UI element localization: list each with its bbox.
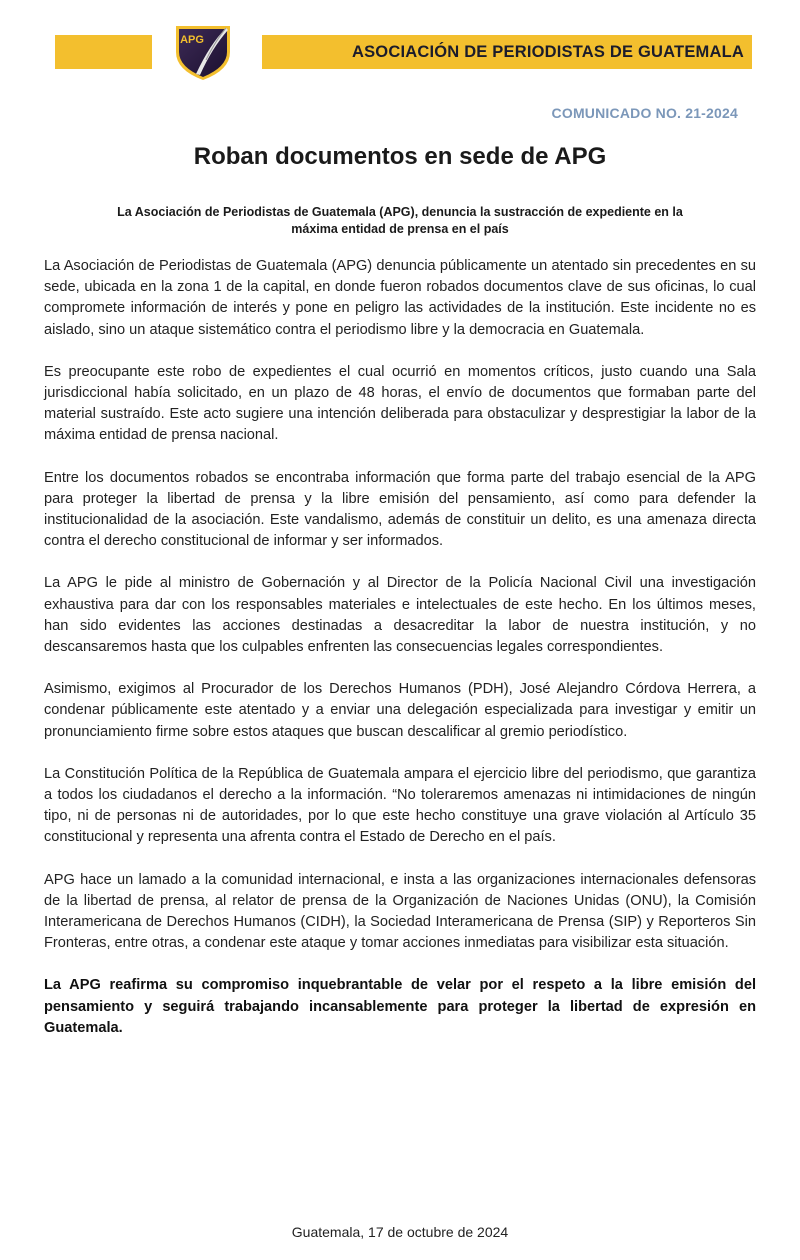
place-and-date: Guatemala, 17 de octubre de 2024 (291, 1224, 509, 1240)
closing-statement: La APG reafirma su compromiso inquebrantable de velar por el respeto a la libre emisión del pensamiento y seguirá trabajando incansablemente para proteger la libertad de expresión en Guatemala. (44, 977, 756, 1036)
document-title: Roban documentos en sede de APG (193, 143, 607, 170)
paragraph: Asimismo, exigimos al Procurador de los Derechos Humanos (PDH), José Alejandro Córdova Herrera, a condenar públicamente este atentado y a enviar una delegación especializada para investigar y emitir un pronunciamiento firme sobre estos ataques que buscan descalificar al gremio periodístico. (44, 681, 756, 740)
letterhead-bar-right (262, 35, 752, 69)
paragraph: La Asociación de Periodistas de Guatemala (APG) denuncia públicamente un atentado sin precedentes en su sede, ubicada en la zona 1 de la capital, en donde fueron robados documentos clave de sus oficinas, lo cual compromete información de interés y pone en peligro las actividades de la institución. Este incidente no es aislado, sino un ataque sistemático contra el periodismo libre y la democracia en Guatemala. (44, 258, 756, 338)
paragraph: Entre los documentos robados se encontraba información que forma parte del trabajo esencial de la APG para proteger la libertad de prensa y la libre emisión del pensamiento, así como para defender la institucionalidad de la asociación. Este vandalismo, además de constituir un delito, es una amenaza directa contra el derecho constitucional de informar y ser informados. (44, 469, 756, 550)
document-subtitle: La Asociación de Periodistas de Guatemala (APG), denuncia la sustracción de expediente en la máxima entidad de prensa en el país (117, 205, 683, 236)
paragraph: La APG le pide al ministro de Gobernación y al Director de la Policía Nacional Civil una investigación exhaustiva para dar con los responsables materiales e intelectuales de este hecho. En los últimos meses, han sido evidentes las acciones destinadas a desacreditar la labor de nuestra institución, y no descansaremos hasta que los culpables enfrenten las consecuencias legales correspondientes. (44, 575, 756, 656)
letterhead (0, 22, 800, 82)
paragraph: Es preocupante este robo de expedientes el cual ocurrió en momentos críticos, justo cuando una Sala jurisdiccional había solicitado, en un plazo de 48 horas, el envío de documentos que formaban parte del material sustraído. Este acto sugiere una intención deliberada para obstaculizar y desprestigiar la labor de la máxima entidad de prensa nacional. (44, 363, 756, 444)
letterhead-bar-left (55, 35, 152, 69)
comunicado-number: COMUNICADO NO. 21-2024 (551, 105, 738, 121)
apg-shield-quill-logo (170, 22, 236, 82)
document-body (44, 256, 756, 1060)
paragraph: APG hace un lamado a la comunidad internacional, e insta a las organizaciones internacionales defensoras de la libertad de prensa, al relator de prensa de la Organización de Naciones Unidas (ONU), la Comisión Interamericana de Derechos Humanos (CIDH), la Sociedad Interamericana de Prensa (SIP) y Reporteros Sin Fronteras, entre otras, a condenar este ataque y tomar acciones inmediatas para visibilizar esta situación. (44, 871, 756, 952)
organization-name: ASOCIACIÓN DE PERIODISTAS DE GUATEMALA (351, 42, 744, 61)
logo-text: APG (180, 34, 204, 46)
paragraph: La Constitución Política de la República de Guatemala ampara el ejercicio libre del periodismo, que garantiza a todos los ciudadanos el derecho a la información. “No toleraremos amenazas ni intimidaciones de ningún tipo, ni de personas ni de autoridades, por lo que este hecho constituye una grave violación al Artículo 35 constitucional y representa una afrenta contra el Estado de Derecho en el país. (44, 765, 756, 846)
